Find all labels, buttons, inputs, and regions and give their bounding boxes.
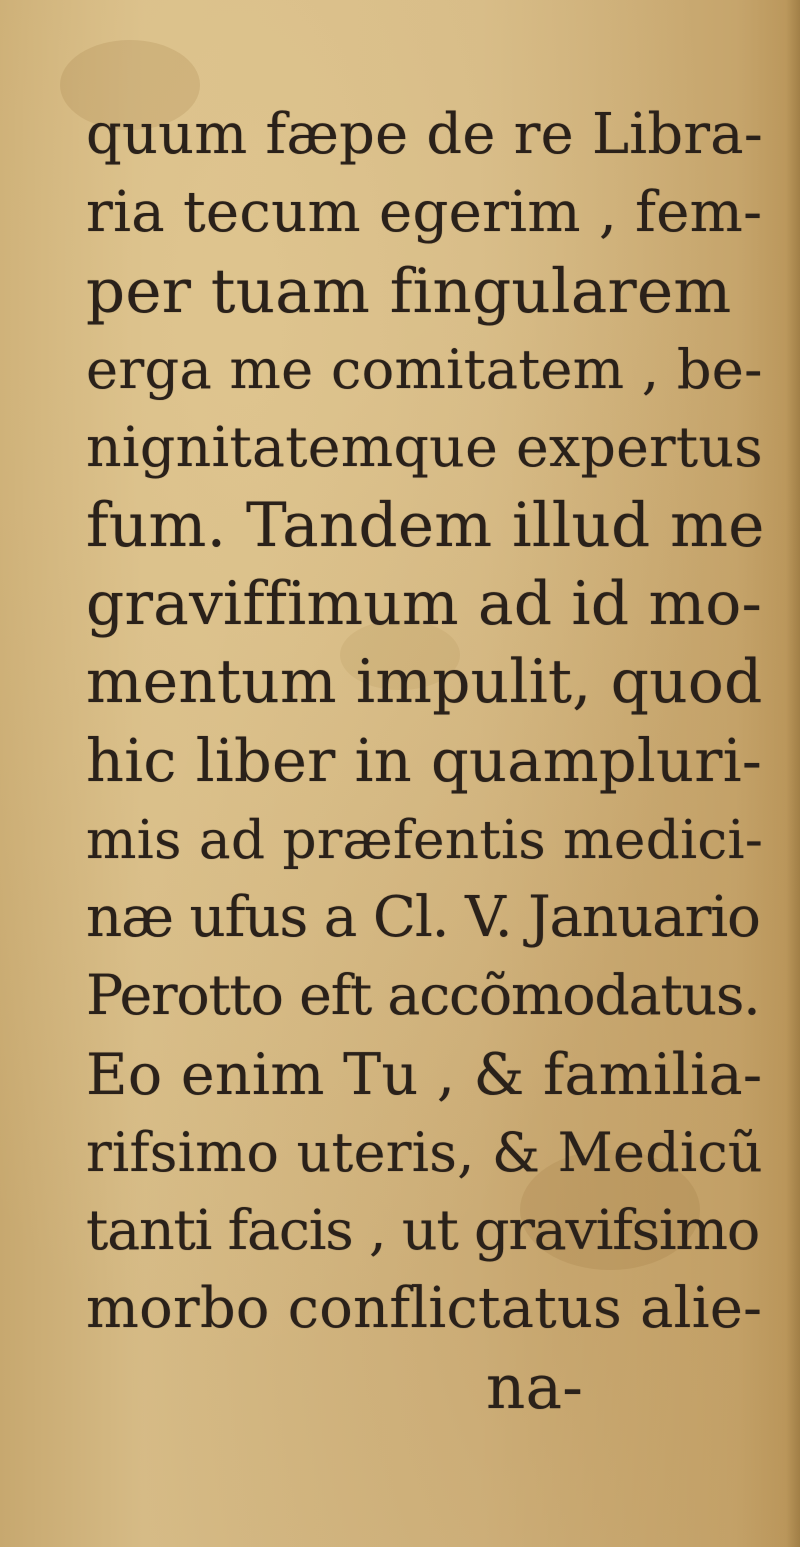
text-line: morbo conflictatus alie- bbox=[86, 1276, 763, 1342]
text-line: quum fæpe de re Libra- bbox=[86, 102, 763, 167]
text-line: fum. Tandem illud me bbox=[86, 490, 765, 562]
text-line: per tuam fingularem bbox=[86, 255, 732, 327]
text-line: nignitatemque expertus bbox=[86, 416, 763, 481]
text-line: Eo enim Tu , & familia- bbox=[86, 1041, 763, 1108]
text-line: hic liber in quampluri- bbox=[86, 726, 763, 796]
page-edge-shadow bbox=[786, 0, 800, 1547]
text-line: mis ad præfentis medici- bbox=[86, 808, 764, 871]
text-line: Perotto eft accõmodatus. bbox=[86, 964, 760, 1029]
text-line: tanti facis , ut gravifsimo bbox=[86, 1198, 760, 1264]
catchword: na- bbox=[486, 1351, 584, 1423]
text-line: mentum impulit, quod bbox=[86, 648, 763, 718]
text-line: ria tecum egerim , fem- bbox=[86, 180, 763, 246]
text-line: erga me comitatem , be- bbox=[86, 337, 763, 401]
text-line: rifsimo uteris, & Medicũ bbox=[86, 1120, 763, 1184]
text-line: graviffimum ad id mo- bbox=[86, 569, 763, 639]
text-line: næ ufus a Cl. V. Januario bbox=[86, 884, 760, 950]
body-text bbox=[86, 96, 776, 1427]
